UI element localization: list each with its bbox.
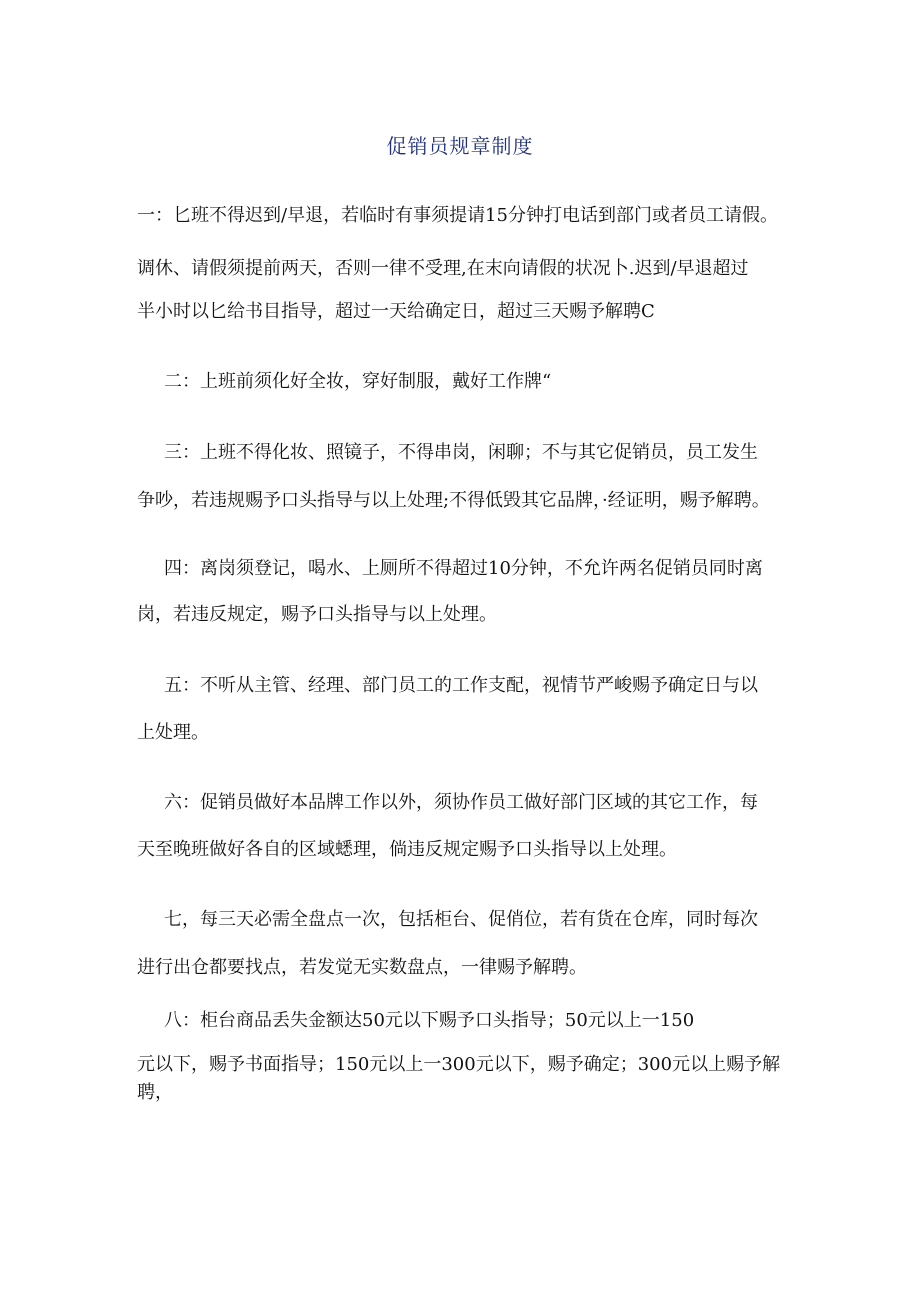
paragraph-line: 二：上班前须化好全妆，穿好制服，戴好工作牌“ [164,371,552,392]
paragraph-line: 聘， [137,1082,173,1103]
paragraph-line: 八：柜台商品丢失金额达50元以下赐予口头指导；50元以上一150 [164,1010,695,1031]
paragraph-line: 六：促销员做好本品牌工作以外，须协作员工做好部门区域的其它工作，每 [164,792,758,813]
paragraph-line: 岗，若违反规定，赐予口头指导与以上处理。 [137,604,497,625]
paragraph-line: 调休、请假须提前两天，否则一律不受理,在末向请假的状况卜.迟到/早退超过 [137,258,749,279]
paragraph-line: 进行出仓都要找点，若发觉无实数盘点，一律赐予解聘。 [137,957,587,978]
paragraph-line: 五：不听从主管、经理、部门员工的工作支配，视情节严峻赐予确定日与以 [164,675,758,696]
paragraph-line: 争吵，若违规赐予口头指导与以上处理;不得低毁其它品牌，·经证明，赐予解聘。 [137,490,770,511]
paragraph-line: 三：上班不得化妆、照镜子，不得串岗，闲聊；不与其它促销员，员工发生 [164,442,758,463]
paragraph-line: 一：匕班不得迟到/早退，若临时有事须提请15分钟打电话到部门或者员工请假。 [137,205,778,226]
paragraph-line: 天至晚班做好各自的区域蟋理，倘违反规定赐予口头指导以上处理。 [137,839,677,860]
paragraph-line: 半小时以匕给书目指导，超过一天给确定日，超过三天赐予解聘C [137,301,655,322]
paragraph-line: 上处理。 [137,722,209,743]
page-title: 促销员规章制度 [386,134,534,158]
paragraph-line: 四：离岗须登记，喝水、上厕所不得超过10分钟，不允许两名促销员同时离 [164,558,763,579]
paragraph-line: 元以下，赐予书面指导；150元以上一300元以下，赐予确定；300元以上赐予解 [137,1054,781,1075]
paragraph-line: 七，每三天必需全盘点一次，包括柜台、促俏位，若有货在仓库，同时每次 [164,909,758,930]
